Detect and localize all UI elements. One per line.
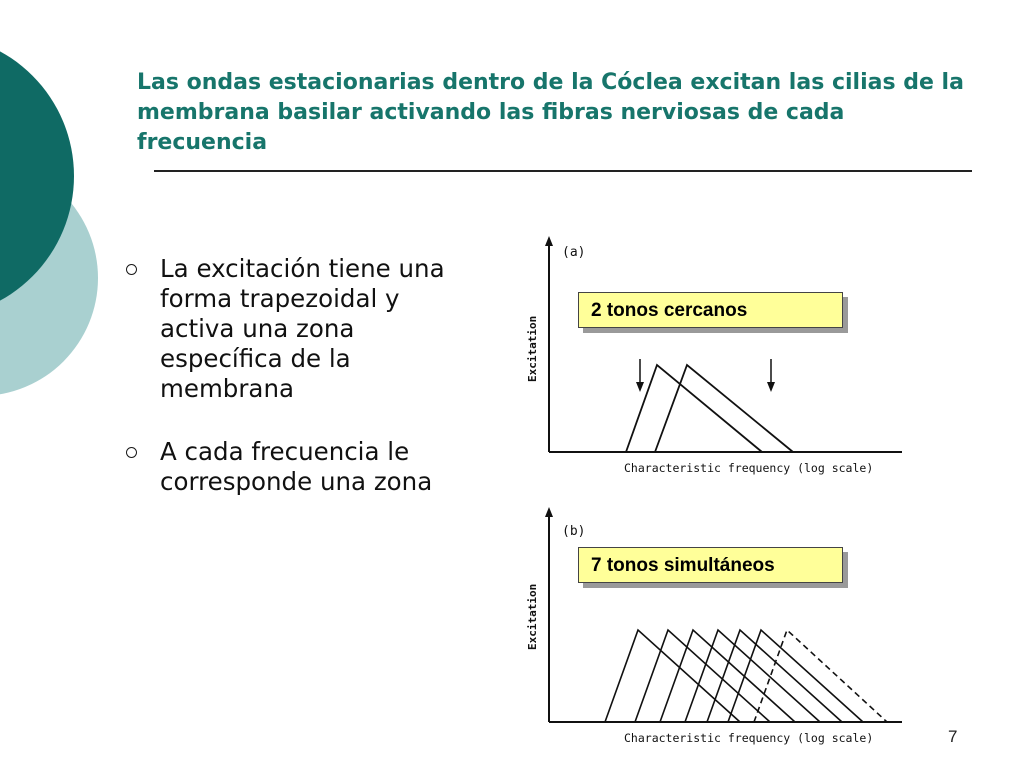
panel-b-excitation-pattern (685, 630, 820, 722)
bullet-circle-icon (126, 447, 137, 458)
bullet-list (124, 254, 464, 530)
panel-a-ylabel: Excitation (526, 315, 539, 382)
panel-b-excitation-pattern (660, 630, 795, 722)
panel-b-xlabel: Characteristic frequency (log scale) (624, 731, 874, 745)
panel-a-label: (a) (562, 245, 586, 260)
bullet-circle-icon (126, 264, 137, 275)
page-number: 7 (948, 727, 958, 746)
panel-b-label: (b) (562, 524, 586, 539)
bullet-item (124, 437, 464, 497)
panel-a-excitation-pattern-1 (626, 365, 762, 452)
decorative-circles (0, 0, 140, 420)
panel-a-xlabel: Characteristic frequency (log scale) (624, 461, 874, 475)
panel-b-excitation-pattern (707, 630, 842, 722)
bullet-text: A cada frecuencia le corresponde una zona (160, 437, 433, 496)
bullet-text: La excitación tiene una forma trapezoidal y activa una zona específica de la membrana (160, 254, 445, 403)
title-divider (154, 170, 972, 172)
callout-two-tones: 2 tonos cercanos (578, 292, 843, 328)
panel-b-excitation-pattern (728, 630, 863, 722)
bullet-item (124, 254, 464, 404)
panel-b-ylabel: Excitation (526, 583, 539, 650)
panel-a (526, 236, 902, 475)
callout-seven-tones: 7 tonos simultáneos (578, 547, 843, 583)
panel-a-tone-arrow-right (767, 359, 775, 392)
panel-b-y-arrowhead (545, 507, 553, 517)
panel-b-excitation-pattern-dashed (754, 630, 887, 722)
slide-title: Las ondas estacionarias dentro de la Cóclea excitan las cilias de la membrana basilar activando las fibras nerviosas de cada frecuencia (137, 70, 964, 155)
panel-a-tone-arrow-left (636, 359, 644, 392)
panel-b (526, 507, 902, 745)
panel-a-excitation-pattern-2 (655, 365, 793, 452)
panel-a-y-arrowhead (545, 236, 553, 246)
panel-b-excitation-pattern (635, 630, 770, 722)
